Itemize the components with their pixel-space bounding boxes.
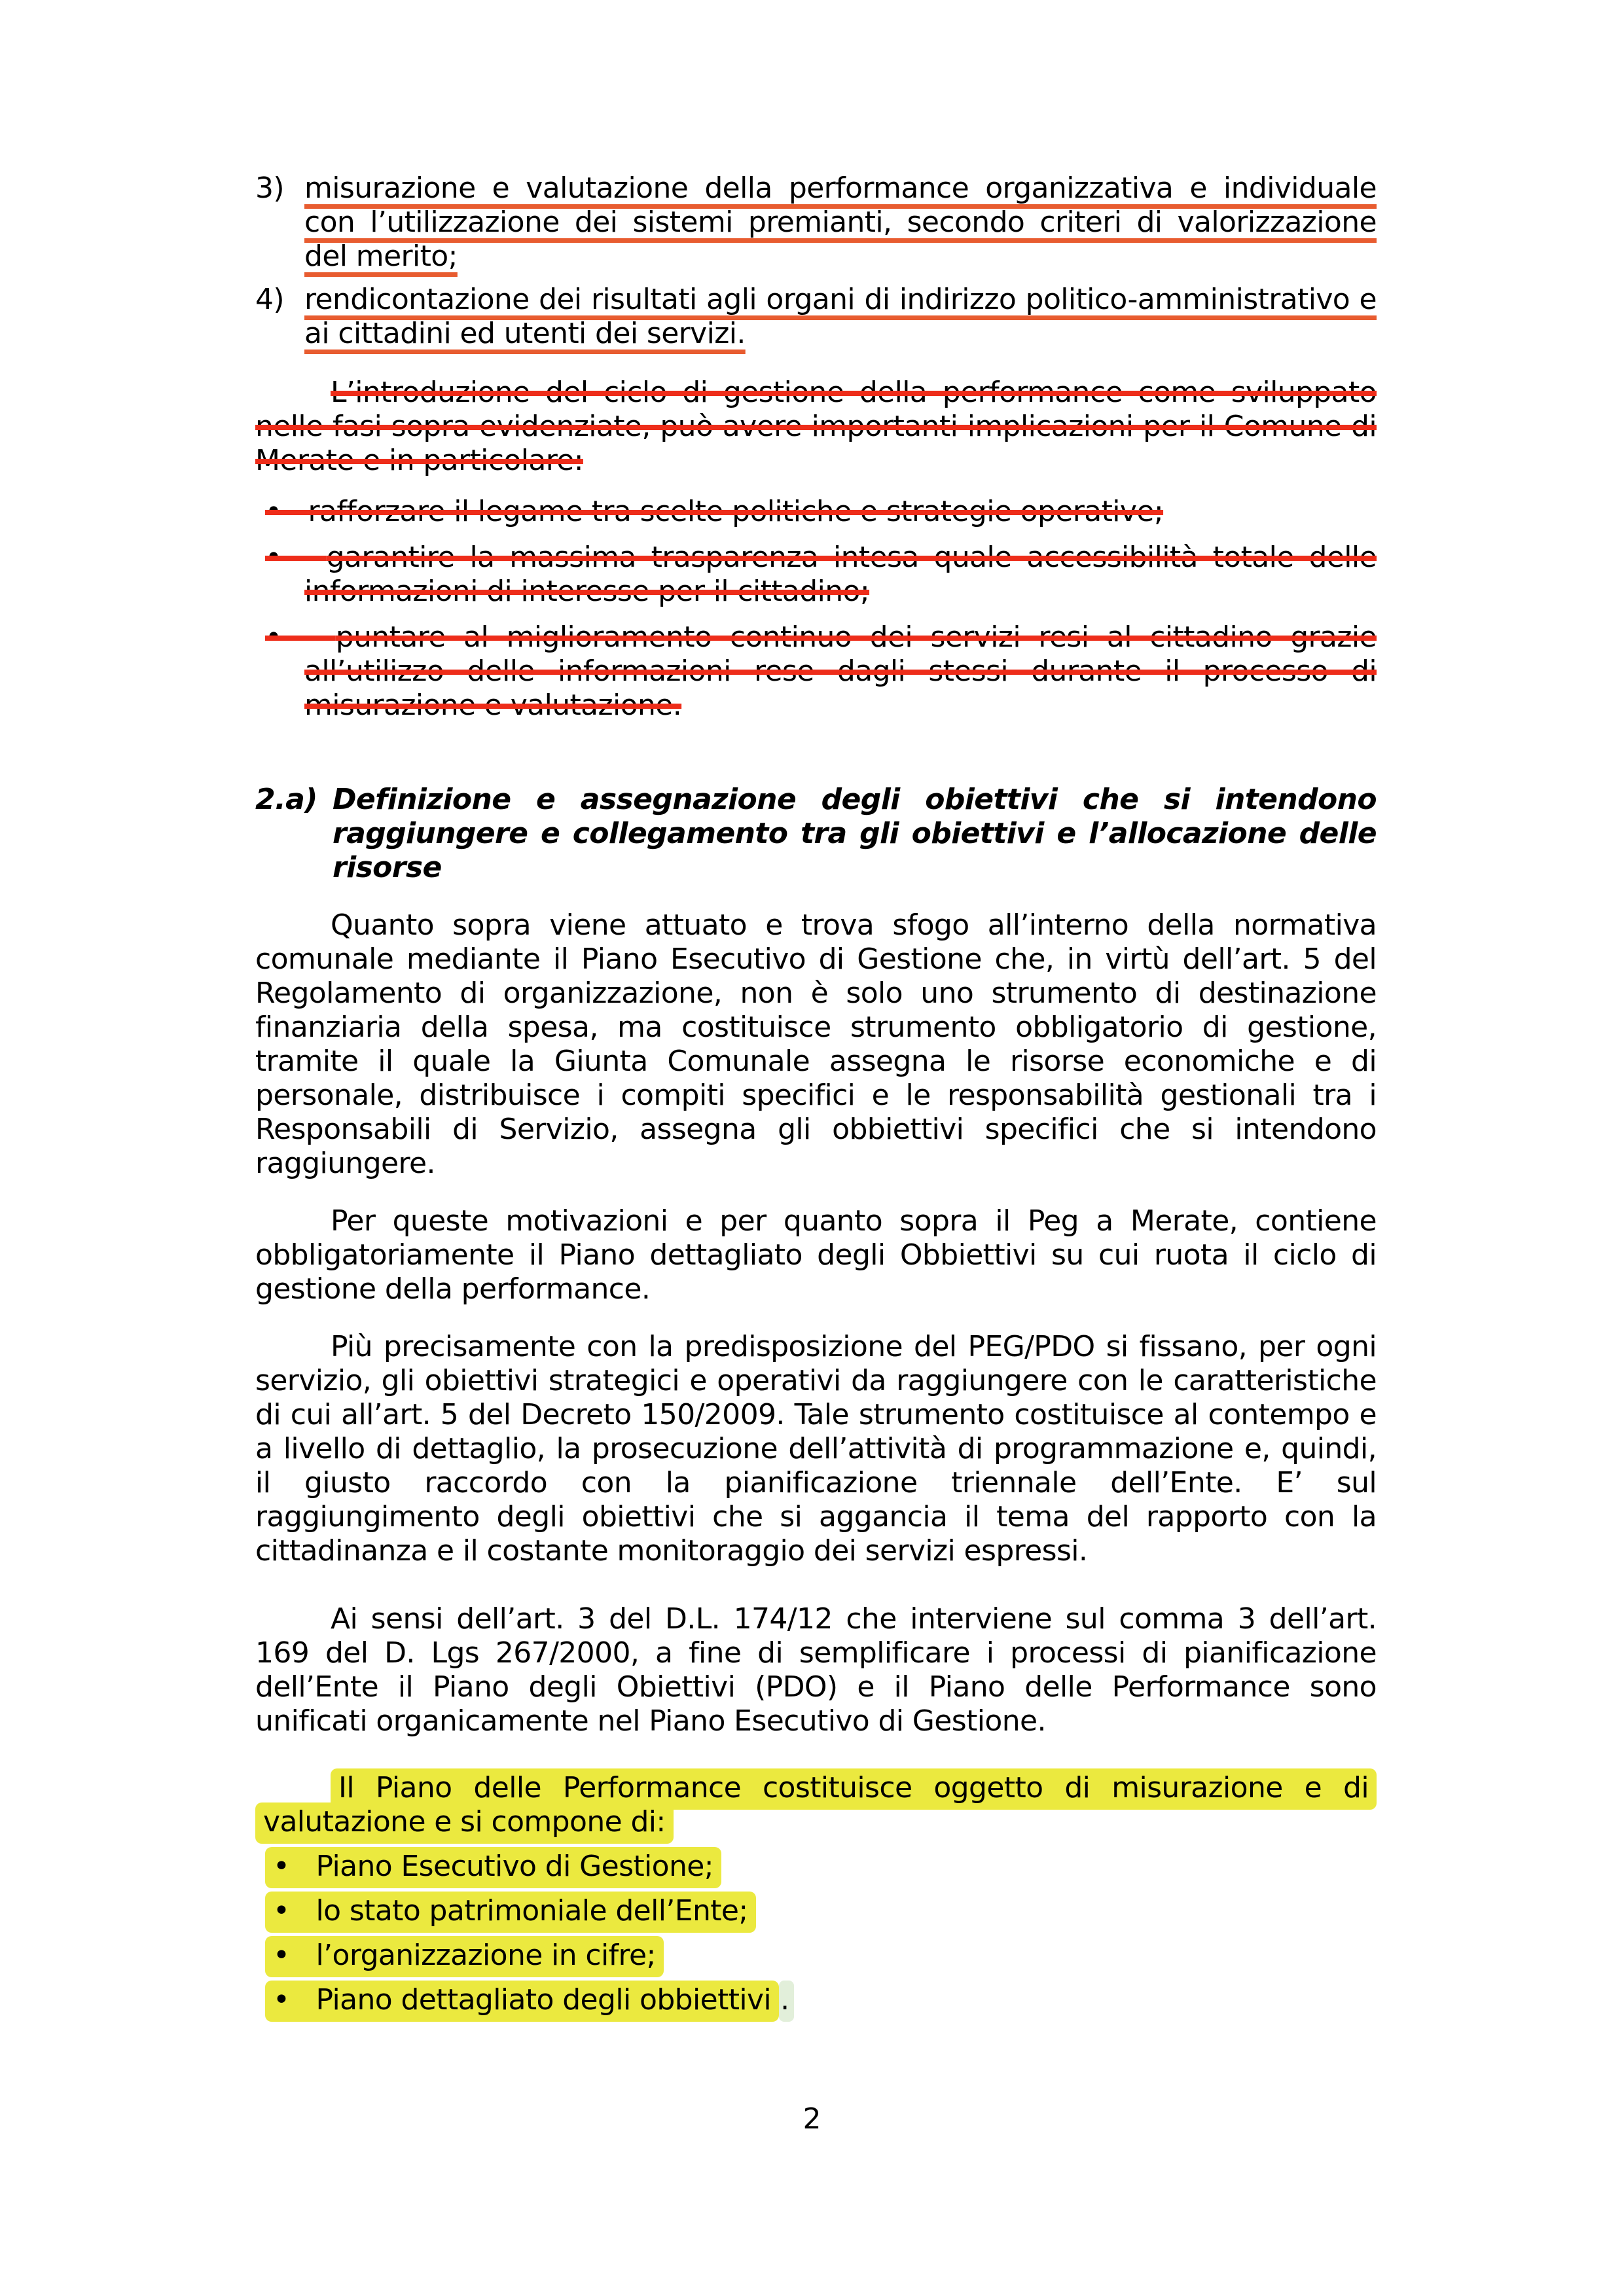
body-paragraph: Quanto sopra viene attuato e trova sfogo all’interno della normativa comunale mediante il Piano Esecutivo di Gestione che, in virtù dell’art. 5 del Regolamento di organizzazione, non è solo uno strumento di destinazione finanziaria della spesa, ma costituisce strumento obbligatorio di gestione, tramite il quale la Giunta Comunale assegna le risorse economiche e di personale, distribuisce i compiti specifici e le responsabilità gestionali tra i Responsabili di Servizio, assegna gli obbiettivi specifici che si intendono raggiungere. [255,908,1377,1180]
item-marker: 4) [255,283,284,316]
page-number: 2 [803,2102,821,2136]
numbered-item-3 [255,171,1377,274]
bullet-text: lo stato patrimoniale dell’Ente; [316,1894,748,1928]
body-paragraph: Più precisamente con la predisposizione del PEG/PDO si fissano, per ogni servizio, gli obiettivi strategici e operativi da raggiungere con le caratteristiche di cui all’art. 5 del Decreto 150/2009. Tale strumento costituisce al contempo e a livello di dettaglio, la prosecuzione dell’attività di programmazione e, quindi, il giusto raccordo con la pianificazione triennale dell’Ente. E’ sul raggiungimento degli obiettivi che si aggancia il tema del rapporto con la cittadinanza e il costante monitoraggio dei servizi espressi. [255,1330,1377,1568]
underlined-text: misurazione e valutazione della performance organizzativa e individuale con l’utilizzazione dei sistemi premianti, secondo criteri di valorizzazione del merito; [304,171,1377,273]
bullet-icon: • [273,1850,316,1883]
bullet-icon: • [265,541,327,574]
bullet-text: Piano dettagliato degli obbiettivi [316,1983,772,2017]
highlighted-bullet-item [255,1983,1377,2017]
highlighted-bullet-item [255,1850,1377,1884]
bullet-icon: • [265,620,336,654]
item-marker: 3) [255,171,284,205]
highlighted-bullet-list [255,1850,1377,2017]
bullet-icon: • [265,495,308,528]
struck-bullet-item [255,495,1377,529]
highlighted-text [265,1892,756,1933]
struck-bullet-item [255,620,1377,723]
highlighted-text [265,1981,779,2022]
bullet-text: Piano Esecutivo di Gestione; [316,1850,713,1883]
struck-paragraph [255,376,1377,478]
bullet-icon: • [273,1939,316,1972]
numbered-item-4 [255,283,1377,351]
highlighted-text: Il Piano delle Performance costituisce oggetto di misurazione e di valutazione e si compone di: [255,1768,1377,1844]
body-paragraph: Per queste motivazioni e per quanto sopra il Peg a Merate, contiene obbligatoriamente il Piano dettagliato degli Obbiettivi su cui ruota il ciclo di gestione della performance. [255,1204,1377,1306]
underlined-text: rendicontazione dei risultati agli organi di indirizzo politico-amministrativo e ai cittadini ed utenti dei servizi. [304,283,1377,350]
page-content [255,171,1377,2017]
struck-text [265,620,1377,722]
bullet-text: l’organizzazione in cifre; [316,1939,656,1972]
highlighted-text [265,1847,721,1888]
body-paragraph: Ai sensi dell’art. 3 del D.L. 174/12 che interviene sul comma 3 dell’art. 169 del D. Lgs 267/2000, a fine di semplificare i processi di pianificazione dell’Ente il Piano degli Obiettivi (PDO) e il Piano delle Performance sono unificati organicamente nel Piano Esecutivo di Gestione. [255,1602,1377,1738]
highlighted-bullet-item [255,1939,1377,1973]
struck-text: L’introduzione del ciclo di gestione della performance come sviluppato nelle fasi sopra evidenziate, può avere importanti implicazioni per il Comune di Merate e in particolare: [255,376,1377,477]
struck-text [265,541,1377,608]
heading-marker: 2.a) [255,783,317,816]
struck-bullet-item [255,541,1377,609]
struck-bullet-list [255,495,1377,723]
heading-text: Definizione e assegnazione degli obiettivi che si intendono raggiungere e collegamento tra gli obiettivi e l’allocazione delle risorse [333,783,1377,884]
bullet-text: garantire la massima trasparenza intesa quale accessibilità totale delle informazioni di interesse per il cittadino; [304,541,1377,608]
highlighted-bullet-item [255,1894,1377,1928]
bullet-icon: • [273,1983,316,2017]
highlighted-paragraph [255,1771,1377,1839]
bullet-text: rafforzare il legame tra scelte politiche e strategie operative; [308,495,1164,528]
highlight-tail: . [779,1981,794,2022]
highlighted-text [265,1936,664,1977]
bullet-icon: • [273,1894,316,1928]
struck-text [265,495,1163,528]
bullet-text: puntare al miglioramento continuo dei servizi resi al cittadino grazie all’utilizzo delle informazioni rese dagli stessi durante il processo di misurazione e valutazione. [304,620,1377,722]
section-heading [255,783,1377,885]
